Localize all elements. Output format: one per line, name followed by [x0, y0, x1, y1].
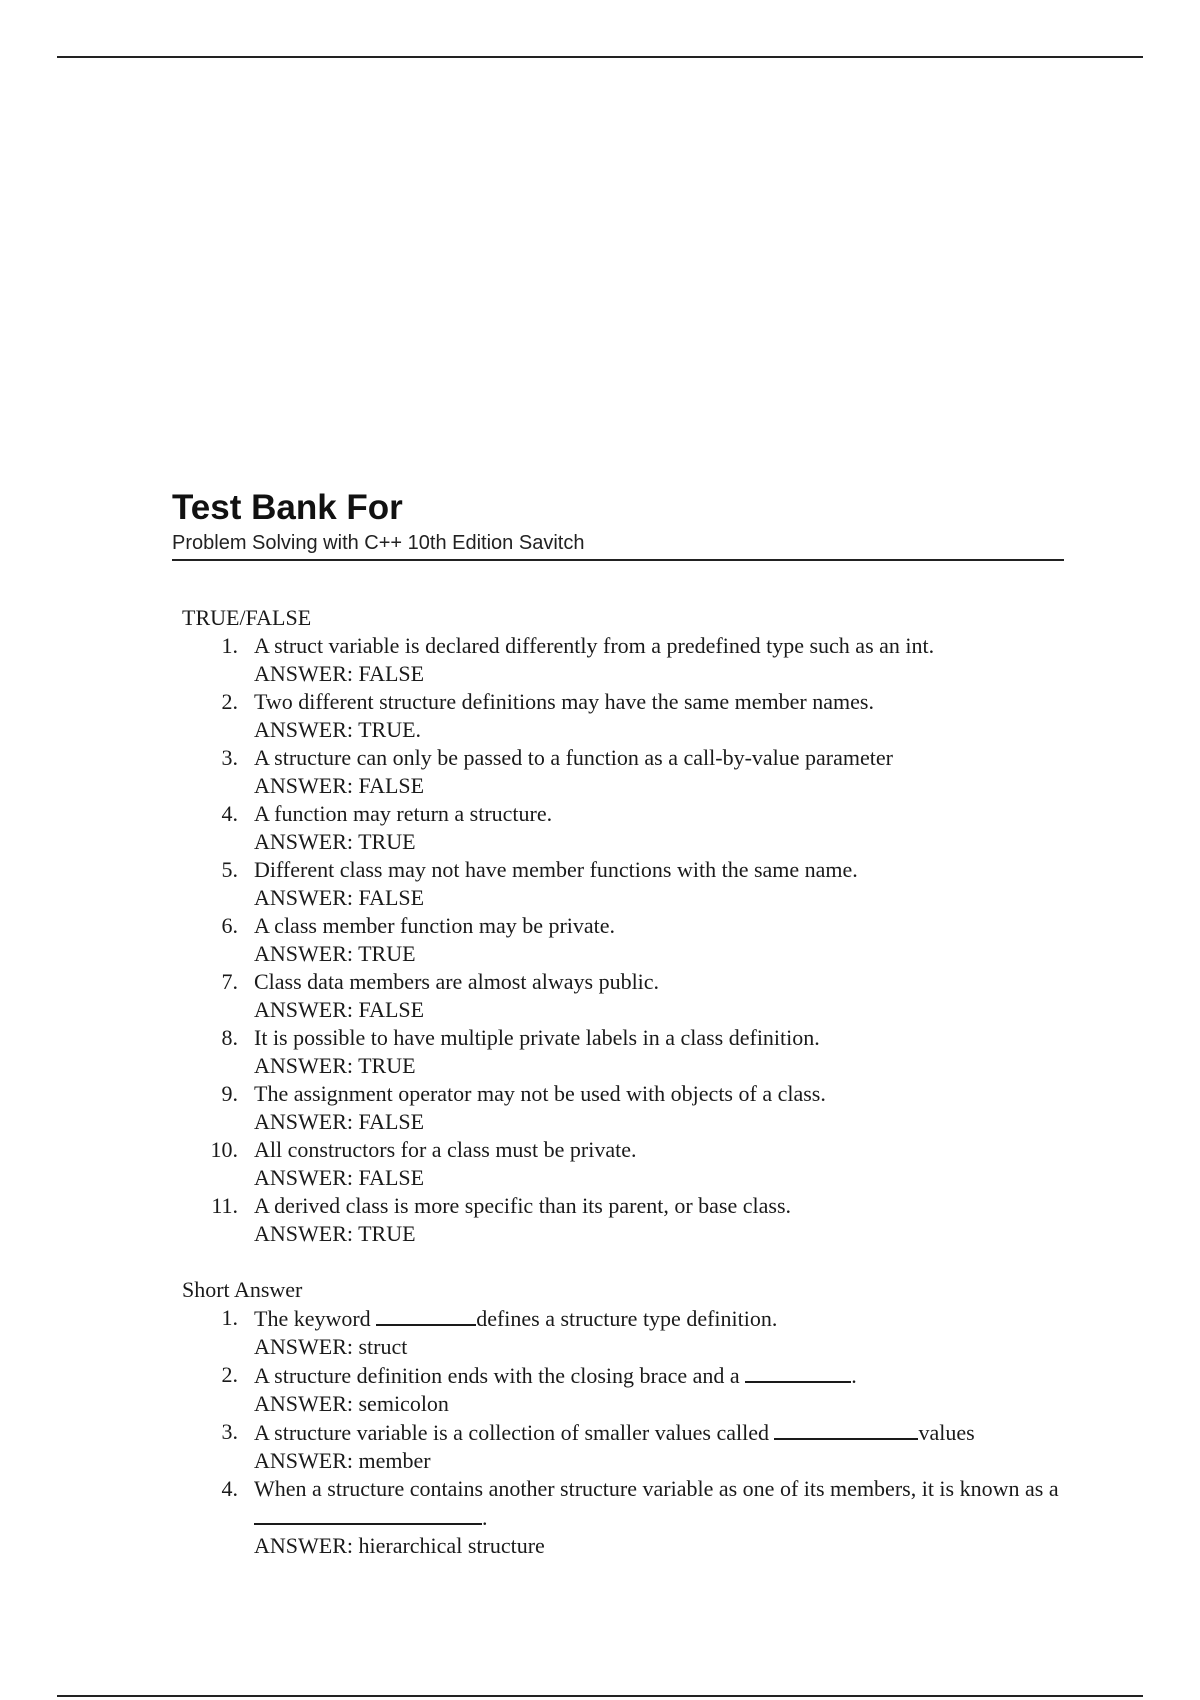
question-text: All constructors for a class must be private.	[254, 1137, 637, 1162]
question-text: A structure can only be passed to a function as a call-by-value parameter	[254, 745, 893, 770]
question-text: Class data members are almost always public.	[254, 969, 660, 994]
question-text-after: values	[918, 1420, 975, 1445]
question-answer: ANSWER: FALSE	[254, 661, 425, 686]
short-answer-question	[182, 1304, 1062, 1361]
true-false-question	[182, 1136, 1062, 1192]
question-text: Two different structure definitions may have the same member names.	[254, 689, 874, 714]
question-text-before: A structure variable is a collection of smaller values called	[254, 1420, 775, 1445]
question-number: 7.	[221, 969, 238, 994]
question-answer: ANSWER: semicolon	[254, 1391, 449, 1416]
question-number: 8.	[221, 1025, 238, 1050]
question-answer: ANSWER: FALSE	[254, 885, 425, 910]
section-heading-short-answer: Short Answer	[182, 1277, 303, 1302]
fill-in-blank	[774, 1418, 918, 1440]
question-answer: ANSWER: FALSE	[254, 773, 425, 798]
question-text-before: A structure definition ends with the closing brace and a	[254, 1363, 746, 1388]
true-false-question	[182, 1080, 1062, 1136]
true-false-question	[182, 968, 1062, 1024]
bottom-page-rule	[57, 1695, 1143, 1697]
question-text: It is possible to have multiple private labels in a class definition.	[254, 1025, 820, 1050]
document-subtitle: Problem Solving with C++ 10th Edition Savitch	[172, 530, 1064, 561]
question-answer: ANSWER: TRUE	[254, 1221, 416, 1246]
true-false-question	[182, 856, 1062, 912]
true-false-question	[182, 1024, 1062, 1080]
question-text-before: The keyword	[254, 1306, 377, 1331]
question-number: 2.	[221, 1362, 238, 1387]
question-text: A class member function may be private.	[254, 913, 616, 938]
short-answer-question	[182, 1418, 1062, 1475]
question-number: 9.	[221, 1081, 238, 1106]
question-answer: ANSWER: TRUE	[254, 941, 416, 966]
document-title: Test Bank For	[172, 488, 403, 527]
true-false-question	[182, 800, 1062, 856]
true-false-question	[182, 912, 1062, 968]
true-false-list	[182, 632, 1062, 1248]
fill-in-blank	[745, 1361, 851, 1383]
question-answer: ANSWER: FALSE	[254, 1165, 425, 1190]
question-text-before: When a structure contains another structure variable as one of its members, it is known as a	[254, 1476, 1059, 1501]
question-text: A derived class is more specific than its parent, or base class.	[254, 1193, 792, 1218]
true-false-question	[182, 688, 1062, 744]
question-answer: ANSWER: FALSE	[254, 1109, 425, 1134]
question-text	[254, 1418, 1062, 1447]
question-answer: ANSWER: member	[254, 1448, 431, 1473]
question-number: 11.	[211, 1193, 238, 1218]
question-number: 2.	[221, 689, 238, 714]
question-number: 4.	[221, 801, 238, 826]
top-page-rule	[57, 56, 1143, 58]
question-answer: ANSWER: hierarchical structure	[254, 1533, 545, 1558]
document-body	[182, 604, 1062, 1560]
short-answer-list	[182, 1304, 1062, 1560]
question-text: A function may return a structure.	[254, 801, 553, 826]
title-block	[172, 486, 1064, 561]
question-number: 5.	[221, 857, 238, 882]
question-number: 1.	[221, 1305, 238, 1330]
question-text-after: .	[482, 1505, 488, 1530]
question-text-after: defines a structure type definition.	[476, 1306, 778, 1331]
question-answer: ANSWER: struct	[254, 1334, 408, 1359]
question-text	[254, 1304, 1062, 1333]
short-answer-question	[182, 1475, 1062, 1560]
question-text	[254, 1475, 1062, 1532]
question-number: 4.	[221, 1476, 238, 1501]
short-answer-question	[182, 1361, 1062, 1418]
question-text: Different class may not have member functions with the same name.	[254, 857, 858, 882]
true-false-question	[182, 744, 1062, 800]
question-number: 6.	[221, 913, 238, 938]
question-text-after: .	[851, 1363, 857, 1388]
true-false-question	[182, 632, 1062, 688]
question-text: A struct variable is declared differently from a predefined type such as an int.	[254, 633, 935, 658]
fill-in-blank	[254, 1503, 482, 1525]
question-number: 3.	[221, 1419, 238, 1444]
question-text: The assignment operator may not be used with objects of a class.	[254, 1081, 826, 1106]
question-number: 1.	[221, 633, 238, 658]
section-heading-true-false: TRUE/FALSE	[182, 605, 312, 630]
question-number: 3.	[221, 745, 238, 770]
fill-in-blank	[376, 1304, 476, 1326]
question-number: 10.	[210, 1137, 238, 1162]
question-answer: ANSWER: TRUE	[254, 1053, 416, 1078]
question-text	[254, 1361, 1062, 1390]
question-answer: ANSWER: TRUE.	[254, 717, 422, 742]
question-answer: ANSWER: FALSE	[254, 997, 425, 1022]
question-answer: ANSWER: TRUE	[254, 829, 416, 854]
section-spacer	[182, 1248, 1062, 1276]
true-false-question	[182, 1192, 1062, 1248]
